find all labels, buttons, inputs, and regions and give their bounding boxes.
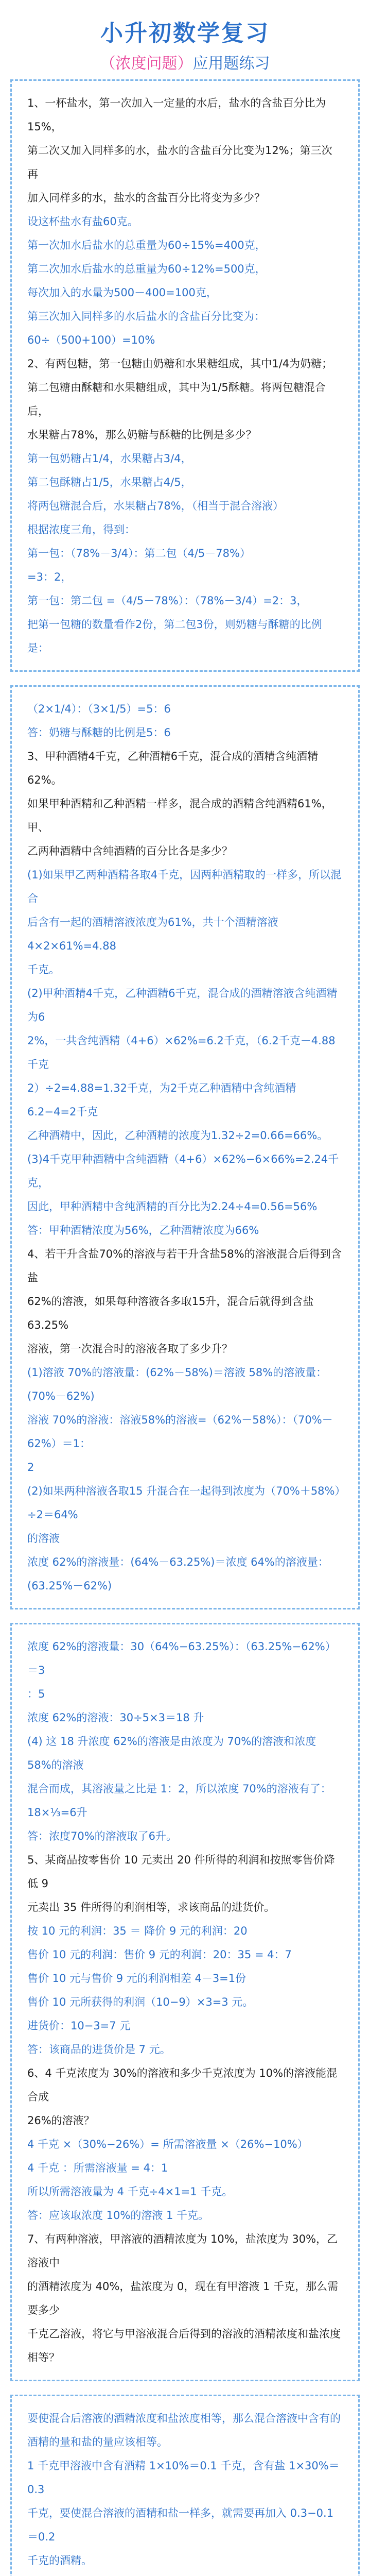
question-line: 元卖出 35 件所得的利润相等，求该商品的进货价。 — [27, 1901, 275, 1913]
solution-line: 后含有一起的酒精溶液浓度为61%，共十个酒精溶液4×2×61%=4.88 — [27, 916, 278, 952]
question-line: 加入同样多的水，盐水的含盐百分比将变为多少？ — [27, 192, 265, 204]
solution-line: 第一包：（78%－3/4）：第二包（4/5－78%） — [27, 547, 251, 560]
question-line: 4、若干升含盐70%的溶液与若干升含盐58%的溶液混合后得到含盐 — [27, 1248, 342, 1284]
solution-line: 1 千克甲溶液中含有酒精 1×10%＝0.1 千克，含有盐 1×30%＝0.3 — [27, 2460, 340, 2496]
solution-line: (4) 这 18 升浓度 62%的溶液是由浓度为 70%的溶液和浓度 58%的溶液 — [27, 1735, 320, 1771]
question-line: 5、某商品按零售价 10 元卖出 20 件所得的利润和按照零售价降低 9 — [27, 1854, 335, 1890]
solution-line: 2 — [27, 1461, 34, 1473]
solution-line: 18×⅓=6升 — [27, 1806, 87, 1819]
solution-line: 第一次加水后盐水的总重量为60÷15%=400克， — [27, 239, 266, 251]
solution-line: 千克，要使混合溶液的酒精和盐一样多，就需要再加入 0.3−0.1＝0.2 — [27, 2507, 334, 2543]
solution-line: 千克。 — [27, 963, 60, 976]
question-line: 水果糖占78%，那么奶糖与酥糖的比例是多少？ — [27, 429, 257, 441]
solution-line: 售价 10 元所获得的利润（10−9）×3=3 元。 — [27, 1996, 254, 2008]
question-line: 第二次又加入同样多的水，盐水的含盐百分比变为12%；第三次再 — [27, 144, 332, 180]
solution-line: (1)如果甲乙两种酒精各取4千克，因两种酒精取的一样多，所以混合 — [27, 869, 342, 905]
solution-line: （2×1/4）：（3×1/5）=5：6 — [27, 703, 171, 715]
solution-line: 进货价：10−3=7 元 — [27, 2020, 131, 2032]
solution-line: 浓度 62%的溶液量：(64%－63.25%)＝浓度 64%的溶液量：(63.25%－62%) — [27, 1556, 329, 1592]
question-line: 6、4 千克浓度为 30%的溶液和多少千克浓度为 10%的溶液能混合成 — [27, 2067, 338, 2103]
solution-line: 设这杯盐水有盐60克。 — [27, 215, 138, 228]
solution-line: 第二次加水后盐水的总重量为60÷12%=500克， — [27, 263, 266, 275]
question-line: 62%的溶液，如果每种溶液各多取15升，混合后就得到含盐63.25% — [27, 1295, 314, 1331]
solution-line: 因此，甲种酒精中含纯酒精的百分比为2.24÷4=0.56=56% — [27, 1200, 318, 1213]
solution-line: 每次加入的水量为500－400=100克， — [27, 286, 217, 299]
solution-line: 4 千克 ×（30%−26%）= 所需溶液量 ×（26%−10%） — [27, 2138, 308, 2150]
solution-line: 将两包糖混合后，水果糖占78%，（相当于混合溶液） — [27, 500, 284, 512]
question-line: 3、甲种酒精4千克，乙种酒精6千克，混合成的酒精含纯酒精62%。 — [27, 750, 319, 786]
solution-line: (2)如果两种溶液各取15 升混合在一起得到浓度为（70%＋58%）÷2＝64% — [27, 1485, 340, 1521]
solution-line: 混合而成，其溶液量之比是 1：2，所以浓度 70%的溶液有了： — [27, 1783, 331, 1795]
sections-container — [0, 79, 370, 2576]
solution-line: 答：奶糖与酥糖的比例是5：6 — [27, 726, 171, 739]
solution-line: 答：浓度70%的溶液取了6升。 — [27, 1830, 178, 1842]
solution-line: (3)4千克甲种酒精中含纯酒精（4+6）×62%−6×66%=2.24千克， — [27, 1153, 339, 1189]
solution-line: 浓度 62%的溶液量：30（64%−63.25%）：（63.25%−62%）＝3 — [27, 1640, 336, 1676]
solution-line: ：5 — [27, 1688, 45, 1700]
solution-line: 售价 10 元与售价 9 元的利润相差 4－3=1份 — [27, 1972, 246, 1985]
solution-line: 按 10 元的利润：35 ＝ 降价 9 元的利润：20 — [27, 1925, 248, 1937]
question-line: 千克乙溶液，将它与甲溶液混合后得到的溶液的酒精浓度和盐浓度相等？ — [27, 2328, 341, 2364]
solution-line: 答：应该取浓度 10%的溶液 1 千克。 — [27, 2209, 209, 2222]
solution-line: 的溶液 — [27, 1532, 60, 1545]
solution-line: 所以所需溶液量为 4 千克÷4×1=1 千克。 — [27, 2185, 233, 2198]
subtitle-text: 应用题练习 — [192, 55, 270, 73]
solution-line: 售价 10 元的利润：售价 9 元的利润：20：35 = 4：7 — [27, 1948, 292, 1961]
solution-line: 60÷（500+100）=10% — [27, 334, 155, 346]
question-line: 乙两种酒精中含纯酒精的百分比各是多少？ — [27, 845, 233, 857]
solution-line: 千克的酒精。 — [27, 2554, 92, 2567]
solution-line: 第一包：第二包 =（4/5－78%）：（78%－3/4）=2：3， — [27, 595, 308, 607]
question-line: 如果甲种酒精和乙种酒精一样多，混合成的酒精含纯酒精61%，甲、 — [27, 798, 332, 834]
solution-line: 第三次加入同样多的水后盐水的含盐百分比变为： — [27, 310, 265, 323]
solution-line — [27, 2572, 343, 2576]
solution-line: 根据浓度三角，得到： — [27, 523, 135, 536]
solution-line: 浓度 62%的溶液：30÷5×3＝18 升 — [27, 1711, 204, 1724]
page-subtitle — [0, 50, 370, 79]
solution-line: 2%，一共含纯酒精（4+6）×62%=6.2千克，（6.2千克－4.88千克 — [27, 1035, 336, 1071]
solution-line: 乙种酒精中，因此，乙种酒精的浓度为1.32÷2=0.66=66%。 — [27, 1129, 328, 1142]
question-line: 第二包糖由酥糖和水果糖组成，其中为1/5酥糖。将两包糖混合后， — [27, 381, 326, 417]
solution-line: 要使混合后溶液的酒精浓度和盐浓度相等，那么混合溶液中含有的 — [27, 2412, 341, 2425]
solution-line: =3：2， — [27, 571, 72, 583]
solution-line: (2)甲种酒精4千克，乙种酒精6千克，混合成的酒精溶液含纯酒精为6 — [27, 987, 338, 1023]
solution-line: 答：该商品的进货价是 7 元。 — [27, 2043, 171, 2056]
problem-section — [10, 685, 360, 1609]
question-line: 的酒精浓度为 40%，盐浓度为 0，现在有甲溶液 1 千克，那么需要多少 — [27, 2280, 339, 2316]
solution-line: 2）÷2=4.88=1.32千克，为2千克乙种酒精中含纯酒精6.2−4=2千克 — [27, 1082, 296, 1118]
question-line: 26%的溶液？ — [27, 2114, 95, 2127]
problem-section — [10, 2395, 360, 2576]
question-line: 溶液，第一次混合时的溶液各取了多少升？ — [27, 1343, 233, 1355]
solution-line: (1)溶液 70%的溶液量：(62%－58%)＝溶液 58%的溶液量：(70%－62%) — [27, 1366, 327, 1402]
solution-line: 溶液 70%的溶液：溶液58%的溶液=（62%－58%）：（70%－62%）＝1： — [27, 1414, 333, 1450]
solution-line: 把第一包糖的数量看作2份，第二包3份，则奶糖与酥糖的比例是： — [27, 618, 322, 654]
question-line: 7、有两种溶液，甲溶液的酒精浓度为 10%，盐浓度为 30%，乙溶液中 — [27, 2233, 338, 2269]
solution-line: 第一包奶糖占1/4，水果糖占3/4， — [27, 452, 192, 465]
solution-line: 第二包酥糖占1/5，水果糖占4/5， — [27, 476, 192, 488]
problem-section — [10, 79, 360, 672]
subtitle-topic: （浓度问题） — [100, 55, 193, 73]
question-line: 1、一杯盐水，第一次加入一定量的水后，盐水的含盐百分比为15%， — [27, 97, 326, 133]
solution-line: 酒精的量和盐的量应该相等。 — [27, 2436, 168, 2448]
question-line: 2、有两包糖，第一包糖由奶糖和水果糖组成，其中1/4为奶糖； — [27, 358, 333, 370]
solution-line: 答：甲种酒精浓度为56%，乙种酒精浓度为66% — [27, 1224, 259, 1236]
solution-line: 4 千克 ：所需溶液量 = 4：1 — [27, 2162, 168, 2174]
problem-section — [10, 1623, 360, 2381]
page-title: 小升初数学复习 — [100, 20, 270, 46]
